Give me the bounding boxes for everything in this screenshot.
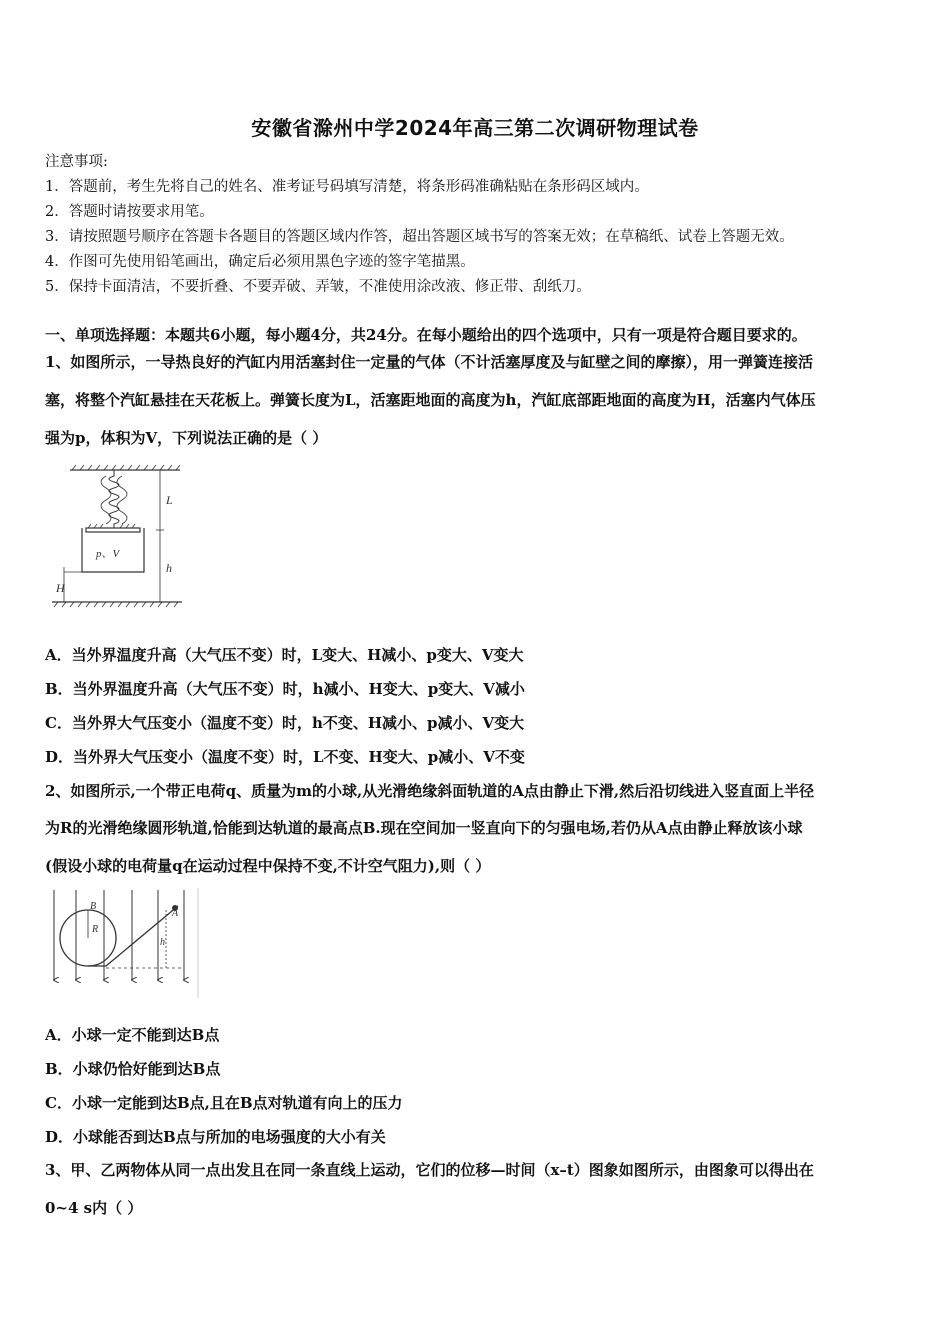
q2-text-line-3: (假设小球的电荷量q在运动过程中保持不变,不计空气阻力),则（ ） — [45, 857, 491, 875]
q2-text-line-2: 为R的光滑绝缘圆形轨道,恰能到达轨道的最高点B.现在空间加一竖直向下的匀强电场,若仍从A点由静止释放该小球 — [45, 819, 803, 837]
q2-label-R: R — [92, 924, 99, 935]
q2-figure — [48, 888, 208, 1003]
q1-label-H: H — [56, 581, 65, 595]
notice-item-4: 4．作图可先使用铅笔画出，确定后必须用黑色字迹的签字笔描黑。 — [45, 254, 475, 270]
q2-text-line-1: 2、如图所示,一个带正电荷q、质量为m的小球,从光滑绝缘斜面轨道的A点由静止下滑,然后沿切线进入竖直面上半径 — [45, 782, 815, 800]
q1-label-h: h — [166, 561, 172, 575]
q1-figure — [50, 462, 190, 612]
section-heading: 一、单项选择题：本题共6小题，每小题4分，共24分。在每小题给出的四个选项中，只有一项是符合题目要求的。 — [45, 326, 807, 344]
notice-item-2: 2．答题时请按要求用笔。 — [45, 204, 214, 220]
q1-option-c: C．当外界大气压变小（温度不变）时，h不变、H减小、p减小、V变大 — [45, 714, 525, 732]
q1-option-a: A．当外界温度升高（大气压不变）时，L变大、H减小、p变大、V变大 — [45, 646, 524, 664]
q1-text-line-1: 1、如图所示，一导热良好的汽缸内用活塞封住一定量的气体（不计活塞厚度及与缸壁之间的摩擦），用一弹簧连接活 — [45, 353, 813, 371]
q1-option-b: B．当外界温度升高（大气压不变）时，h减小、H变大、p变大、V减小 — [45, 680, 525, 698]
q2-label-A: A — [172, 908, 179, 919]
q2-option-c: C．小球一定能到达B点,且在B点对轨道有向上的压力 — [45, 1094, 403, 1112]
q2-option-a: A．小球一定不能到达B点 — [45, 1026, 220, 1044]
q2-label-B: B — [90, 901, 97, 912]
q1-option-d: D．当外界大气压变小（温度不变）时，L不变、H变大、p减小、V不变 — [45, 748, 525, 766]
notice-item-1: 1．答题前，考生先将自己的姓名、准考证号码填写清楚，将条形码准确粘贴在条形码区域内。 — [45, 179, 649, 195]
notice-item-5: 5．保持卡面清洁，不要折叠、不要弄破、弄皱，不准使用涂改液、修正带、刮纸刀。 — [45, 279, 591, 295]
notice-heading: 注意事项: — [45, 154, 108, 170]
q1-text-line-2: 塞，将整个汽缸悬挂在天花板上。弹簧长度为L，活塞距地面的高度为h，汽缸底部距地面的高度为H，活塞内气体压 — [45, 391, 816, 409]
q3-text-line-2: 0~4 s内（ ） — [45, 1199, 143, 1217]
notice-item-3: 3．请按照题号顺序在答题卡各题目的答题区域内作答，超出答题区域书写的答案无效；在草稿纸、试卷上答题无效。 — [45, 229, 794, 245]
q1-label-pV: p、V — [96, 548, 120, 560]
q2-option-b: B．小球仍恰好能到达B点 — [45, 1060, 221, 1078]
q2-label-h: h — [160, 937, 165, 948]
q1-text-line-3: 强为p，体积为V，下列说法正确的是（ ） — [45, 429, 328, 447]
q3-text-line-1: 3、甲、乙两物体从同一点出发且在同一条直线上运动，它们的位移—时间（x–t）图象如图所示，由图象可以得出在 — [45, 1161, 814, 1179]
page-title: 安徽省滁州中学2024年高三第二次调研物理试卷 — [251, 116, 699, 140]
q2-option-d: D．小球能否到达B点与所加的电场强度的大小有关 — [45, 1128, 386, 1146]
q1-label-L: L — [166, 493, 173, 507]
